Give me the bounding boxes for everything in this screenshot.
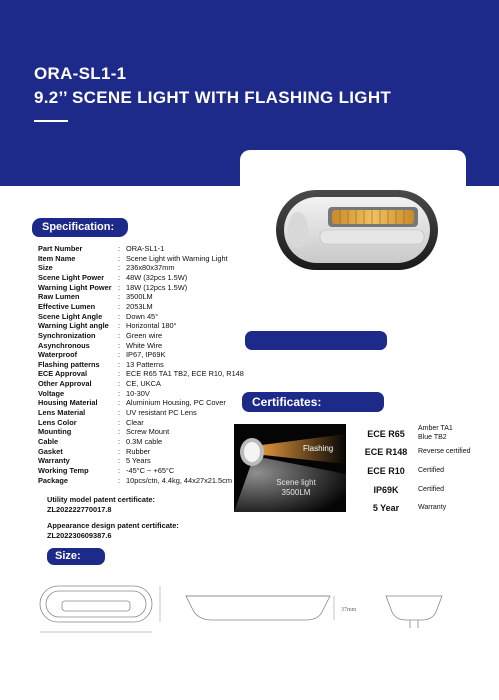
spec-row	[38, 476, 258, 485]
cert-code-ece-r10: ECE R10	[367, 466, 405, 476]
spec-value: ORA-SL1-1	[126, 244, 165, 253]
utility-patent-label: Utility model patent certificate:	[47, 495, 156, 504]
spec-key: Scene Light Angle	[38, 311, 103, 321]
scene-light-label-line1: Scene light	[276, 478, 316, 487]
spec-separator: :	[118, 321, 121, 331]
cert-code-ece-r148: ECE R148	[364, 447, 408, 457]
spec-key: Size	[38, 263, 53, 273]
spec-key: Gasket	[38, 446, 63, 456]
spec-row	[38, 331, 258, 340]
spec-separator: :	[118, 446, 121, 456]
product-name-title: 9.2’’ SCENE LIGHT WITH FLASHING LIGHT	[34, 88, 392, 107]
product-photo-card	[240, 150, 466, 310]
spec-row	[38, 379, 258, 388]
certificates-heading: Certificates:	[242, 392, 384, 412]
spec-row	[38, 418, 258, 427]
dimension-drawings	[0, 574, 499, 654]
spec-value: 13 Patterns	[126, 359, 164, 369]
cert-desc-ip69k: Certified	[418, 486, 445, 493]
spec-row	[38, 283, 258, 292]
spec-value: Scene Light with Warning Light	[126, 253, 228, 263]
spec-value: 2053LM	[126, 301, 153, 311]
end-view-drawing	[386, 596, 442, 628]
spec-key: Lens Material	[38, 408, 86, 418]
spec-key: Raw Lumen	[38, 292, 80, 302]
spec-separator: :	[118, 437, 121, 446]
spec-separator: :	[118, 282, 121, 292]
spec-value: Down 45°	[126, 311, 159, 321]
spec-row	[38, 427, 258, 436]
spec-value: Screw Mount	[126, 427, 170, 437]
spec-separator: :	[118, 340, 121, 350]
cert-code-warranty: 5 Year	[372, 503, 400, 513]
light-beam-graphic	[234, 424, 346, 512]
spec-row	[38, 321, 258, 330]
spec-row	[38, 312, 258, 321]
design-patent-label: Appearance design patent certificate:	[47, 521, 179, 530]
spec-row	[38, 302, 258, 311]
cert-desc-warranty: Warranty	[418, 504, 447, 511]
spec-separator: :	[118, 350, 121, 360]
spec-value: 3500LM	[126, 292, 153, 302]
depth-dimension-label: 37mm	[341, 607, 357, 613]
spec-row	[38, 408, 258, 417]
spec-value: 48W (32pcs 1.5W)	[126, 272, 188, 282]
scene-light-label	[274, 478, 318, 498]
spec-row	[38, 398, 258, 407]
spec-key: Warranty	[38, 456, 70, 466]
spec-value: 10pcs/ctn, 4.4kg, 44x27x21.5cm	[126, 475, 232, 485]
spec-key: Effective Lumen	[38, 301, 96, 311]
spec-key: Warning Light angle	[38, 321, 109, 331]
spec-row	[38, 466, 258, 475]
cert-desc-ece-r65-2: Blue TB2	[418, 434, 447, 441]
spec-key: Working Temp	[38, 465, 89, 475]
spec-key: Lens Color	[38, 417, 77, 427]
spec-row	[38, 437, 258, 446]
spec-value: UV resistant PC Lens	[126, 408, 197, 418]
spec-separator: :	[118, 427, 121, 437]
light-demo-photo	[234, 424, 346, 512]
spec-value: 5 Years	[126, 456, 151, 466]
spec-row	[38, 273, 258, 282]
spec-separator: :	[118, 292, 121, 302]
spec-key: Voltage	[38, 388, 65, 398]
spec-row	[38, 447, 258, 456]
spec-separator: :	[118, 272, 121, 282]
cert-code-ece-r65: ECE R65	[367, 429, 405, 439]
spec-key: Package	[38, 475, 68, 485]
spec-value: 10-30V	[126, 388, 150, 398]
spec-value: Rubber	[126, 446, 151, 456]
spec-value: 18W (12pcs 1.5W)	[126, 282, 188, 292]
spec-row	[38, 369, 258, 378]
product-photo	[240, 150, 466, 310]
specification-heading: Specification:	[32, 218, 128, 237]
side-view-drawing	[186, 596, 334, 620]
spec-value: Green wire	[126, 330, 163, 340]
spec-key: Item Name	[38, 253, 76, 263]
spec-separator: :	[118, 253, 121, 263]
scene-light-label-line2: 3500LM	[281, 488, 311, 497]
spec-value: Clear	[126, 417, 144, 427]
spec-separator: :	[118, 263, 121, 273]
spec-row	[38, 456, 258, 465]
spec-row	[38, 244, 258, 253]
front-view-drawing	[40, 586, 160, 632]
product-code-title: ORA-SL1-1	[34, 64, 127, 83]
spec-separator: :	[118, 301, 121, 311]
spec-key: Synchronization	[38, 330, 96, 340]
spec-key: Scene Light Power	[38, 272, 105, 282]
title-underline	[34, 120, 68, 122]
cert-code-ip69k: IP69K	[373, 485, 399, 495]
spec-separator: :	[118, 456, 121, 466]
spec-separator: :	[118, 311, 121, 321]
spec-separator: :	[118, 408, 121, 418]
spec-key: ECE Approval	[38, 369, 88, 379]
spec-key: Housing Material	[38, 398, 98, 408]
spec-separator: :	[118, 475, 121, 485]
blank-banner	[245, 331, 387, 350]
cert-desc-ece-r148: Reverse certified	[418, 448, 471, 455]
spec-separator: :	[118, 369, 121, 379]
spec-separator: :	[118, 359, 121, 369]
spec-key: Waterproof	[38, 350, 78, 360]
spec-row	[38, 292, 258, 301]
utility-patent-number: ZL202222770017.8	[47, 505, 112, 514]
spec-row	[38, 254, 258, 263]
spec-value: White Wire	[126, 340, 163, 350]
spec-separator: :	[118, 465, 121, 475]
spec-value: Horizontal 180°	[126, 321, 177, 331]
spec-value: IP67, IP69K	[126, 350, 166, 360]
spec-key: Part Number	[38, 244, 83, 253]
spec-value: Aluminium Housing, PC Cover	[126, 398, 226, 408]
design-patent-number: ZL202230609387.6	[47, 531, 112, 540]
spec-separator: :	[118, 330, 121, 340]
spec-key: Cable	[38, 437, 59, 446]
spec-value: 236x80x37mm	[126, 263, 175, 273]
cert-desc-ece-r65-1: Amber TA1	[418, 425, 453, 432]
spec-value: ECE R65 TA1 TB2, ECE R10, R148	[126, 369, 244, 379]
spec-value: -45°C ~ +65°C	[126, 465, 175, 475]
spec-key: Warning Light Power	[38, 282, 112, 292]
size-heading: Size:	[47, 548, 105, 565]
spec-separator: :	[118, 398, 121, 408]
spec-key: Other Approval	[38, 379, 92, 389]
spec-row	[38, 341, 258, 350]
spec-separator: :	[118, 379, 121, 389]
spec-row	[38, 389, 258, 398]
spec-key: Flashing patterns	[38, 359, 100, 369]
spec-key: Asynchronous	[38, 340, 90, 350]
cert-desc-ece-r10: Certified	[418, 467, 445, 474]
spec-value: 0.3M cable	[126, 437, 163, 446]
spec-row	[38, 263, 258, 272]
spec-row	[38, 360, 258, 369]
spec-row	[38, 350, 258, 359]
flashing-label: Flashing	[303, 444, 334, 453]
spec-value: CE, UKCA	[126, 379, 161, 389]
spec-key: Mounting	[38, 427, 72, 437]
spec-separator: :	[118, 388, 121, 398]
spec-separator: :	[118, 244, 121, 253]
spec-separator: :	[118, 417, 121, 427]
